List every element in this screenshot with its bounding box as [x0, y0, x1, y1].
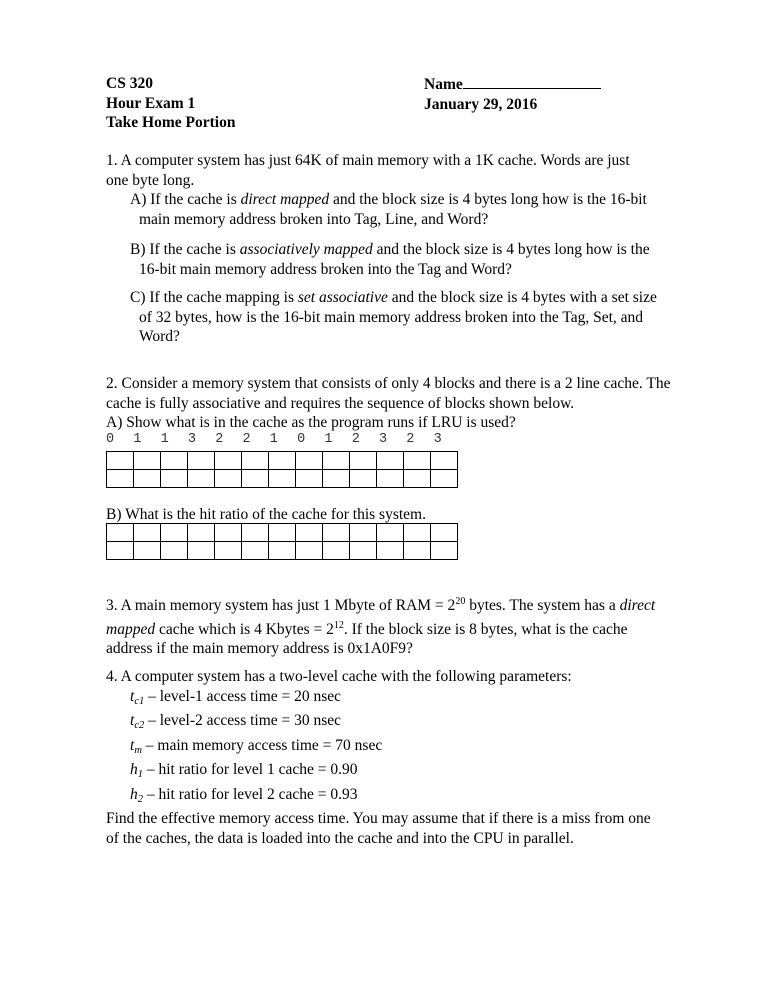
question-1-b [106, 240, 676, 279]
param-subscript: 2 [137, 793, 143, 805]
q1-intro-line2: one byte long. [106, 171, 195, 189]
question-1-c [106, 288, 676, 347]
table-cell[interactable] [215, 542, 242, 560]
table-cell[interactable] [134, 452, 161, 470]
header-right [424, 74, 601, 114]
question-3 [106, 592, 676, 659]
q3-line1 [106, 592, 676, 616]
param-text: – hit ratio for level 2 cache = 0.93 [143, 785, 358, 803]
table-cell[interactable] [323, 452, 350, 470]
table-cell[interactable] [134, 524, 161, 542]
table-cell[interactable] [134, 470, 161, 488]
param-text: – main memory access time = 70 nsec [141, 736, 383, 754]
table-cell[interactable] [134, 542, 161, 560]
table-cell[interactable] [377, 542, 404, 560]
table-cell[interactable] [242, 452, 269, 470]
block-sequence [106, 432, 466, 448]
q3-text-3: . If the block size is 8 bytes, what is the cache [343, 620, 628, 638]
sequence-value: 3 [433, 432, 442, 447]
q1-part-b [106, 240, 676, 260]
q4-parameters [106, 687, 676, 810]
param-symbol: t [130, 736, 135, 754]
table-cell[interactable] [215, 524, 242, 542]
q1-part-c [106, 288, 676, 308]
table-cell[interactable] [404, 452, 431, 470]
table-cell[interactable] [431, 524, 458, 542]
param-subscript: 1 [137, 769, 143, 780]
name-blank [463, 74, 601, 89]
parameter-line [106, 736, 676, 761]
q3-text-cont: bytes. The system has a [465, 597, 620, 614]
table-cell[interactable] [350, 524, 377, 542]
table-cell[interactable] [404, 524, 431, 542]
table-cell[interactable] [377, 524, 404, 542]
table-row [107, 524, 458, 542]
parameter-line [106, 687, 676, 712]
param-text: – hit ratio for level 1 cache = 0.90 [143, 761, 358, 778]
table-cell[interactable] [107, 470, 134, 488]
q3-exponent-1: 20 [455, 596, 466, 607]
table-cell[interactable] [107, 452, 134, 470]
table-cell[interactable] [215, 470, 242, 488]
table-cell[interactable] [323, 470, 350, 488]
sequence-value: 1 [324, 432, 333, 447]
q3-text-2: cache which is 4 Kbytes = 2 [155, 620, 334, 638]
parameter-line [106, 760, 676, 785]
param-text: – level-1 access time = 20 nsec [144, 687, 342, 705]
table-cell[interactable] [350, 470, 377, 488]
param-symbol: h [130, 761, 138, 778]
param-subscript: c2 [134, 720, 145, 731]
q1c-text: C) If the cache mapping is [130, 289, 298, 306]
table-cell[interactable] [269, 470, 296, 488]
table-cell[interactable] [242, 470, 269, 488]
param-text: – level-2 access time = 30 nsec [144, 712, 342, 729]
sequence-value: 1 [133, 432, 142, 447]
table-cell[interactable] [431, 470, 458, 488]
sequence-value: 2 [242, 432, 251, 447]
sequence-value: 2 [406, 432, 415, 447]
name-line [424, 74, 601, 95]
parameter-line [106, 711, 676, 736]
q4-intro: 4. A computer system has a two-level cache with the following parameters: [106, 668, 572, 685]
lru-cache-table [106, 451, 458, 488]
question-4 [106, 667, 676, 848]
table-cell[interactable] [296, 524, 323, 542]
param-subscript: m [134, 744, 142, 756]
parameter-line [106, 785, 676, 810]
question-2 [106, 374, 676, 433]
table-cell[interactable] [161, 452, 188, 470]
table-cell[interactable] [269, 452, 296, 470]
table-cell[interactable] [242, 542, 269, 560]
table-cell[interactable] [188, 542, 215, 560]
table-cell[interactable] [269, 524, 296, 542]
sequence-value: 0 [297, 432, 306, 447]
sequence-value: 1 [269, 432, 278, 447]
table-row [107, 542, 458, 560]
table-cell[interactable] [107, 542, 134, 560]
param-subscript: c1 [134, 695, 145, 707]
table-row [107, 452, 458, 470]
q4-outro-line1: Find the effective memory access time. You may assume that if there is a miss from one [106, 810, 651, 827]
q3-line2 [106, 616, 676, 640]
q1-intro-line1: 1. A computer system has just 64K of main memory with a 1K cache. Words are just [106, 152, 630, 169]
param-symbol: t [130, 712, 135, 729]
table-cell[interactable] [431, 452, 458, 470]
table-cell[interactable] [296, 470, 323, 488]
table-cell[interactable] [377, 452, 404, 470]
course-code: CS 320 [106, 75, 153, 92]
table-cell[interactable] [269, 542, 296, 560]
q1-part-a-line2: main memory address broken into Tag, Line, and Word? [139, 210, 489, 228]
sequence-value: 3 [379, 432, 388, 447]
table-cell[interactable] [404, 542, 431, 560]
table-cell[interactable] [242, 524, 269, 542]
table-cell[interactable] [323, 524, 350, 542]
q1-part-c-line2: of 32 bytes, how is the 16-bit main memory address broken into the Tag, Set, and [139, 308, 644, 326]
table-cell[interactable] [188, 452, 215, 470]
q1b-text: B) If the cache is [130, 241, 240, 258]
q1a-text: A) If the cache is [130, 191, 241, 208]
table-cell[interactable] [296, 542, 323, 560]
header-left [106, 74, 235, 133]
q1c-emphasis: set associative [297, 289, 388, 306]
sequence-value: 3 [187, 432, 196, 447]
q2-intro-line1: 2. Consider a memory system that consists of only 4 blocks and there is a 2 line cache. The [106, 375, 671, 392]
q1-part-a [106, 190, 676, 210]
table-cell[interactable] [188, 470, 215, 488]
table-cell[interactable] [161, 470, 188, 488]
q2-part-a: A) Show what is in the cache as the program runs if LRU is used? [106, 414, 516, 431]
sequence-value: 2 [215, 432, 224, 447]
table-cell[interactable] [431, 542, 458, 560]
question-1 [106, 151, 676, 229]
exam-date: January 29, 2016 [424, 95, 538, 113]
sequence-value: 1 [160, 432, 169, 447]
name-label: Name [424, 76, 463, 93]
table-cell[interactable] [188, 524, 215, 542]
q1a-emphasis: direct mapped [240, 191, 330, 208]
q3-emphasis: direct [619, 597, 656, 614]
param-symbol: h [130, 785, 138, 803]
table-cell[interactable] [161, 542, 188, 560]
sequence-value: 0 [106, 432, 115, 447]
q1-part-c-line3: Word? [139, 328, 180, 345]
q3-line3: address if the main memory address is 0x1A0F9? [106, 640, 413, 657]
q1b-emphasis: associatively mapped [239, 241, 373, 258]
q1b-text-cont: and the block size is 4 bytes long how is the [372, 241, 650, 258]
table-cell[interactable] [107, 524, 134, 542]
q1c-text-cont: and the block size is 4 bytes with a set size [387, 289, 657, 306]
q1-part-b-line2: 16-bit main memory address broken into the Tag and Word? [139, 260, 512, 278]
table-cell[interactable] [215, 452, 242, 470]
table-cell[interactable] [350, 542, 377, 560]
q2-intro-line2: cache is fully associative and requires the sequence of blocks shown below. [106, 394, 575, 412]
table-cell[interactable] [377, 470, 404, 488]
table-cell[interactable] [323, 542, 350, 560]
sequence-value: 2 [351, 432, 360, 447]
table-cell[interactable] [296, 452, 323, 470]
q2-part-b: B) What is the hit ratio of the cache for this system. [106, 506, 426, 523]
exam-title: Hour Exam 1 [106, 94, 196, 112]
param-symbol: t [130, 687, 135, 705]
q3-text: 3. A main memory system has just 1 Mbyte of RAM = 2 [106, 597, 456, 614]
exam-portion: Take Home Portion [106, 114, 236, 131]
q4-outro-line2: of the caches, the data is loaded into the cache and into the CPU in parallel. [106, 829, 574, 847]
table-row [107, 470, 458, 488]
table-cell[interactable] [161, 524, 188, 542]
table-cell[interactable] [350, 452, 377, 470]
hit-ratio-table [106, 523, 458, 560]
q3-exponent-2: 12 [333, 619, 344, 631]
table-cell[interactable] [404, 470, 431, 488]
q3-emphasis-2: mapped [106, 620, 156, 638]
q1a-text-cont: and the block size is 4 bytes long how is the 16-bit [329, 191, 647, 208]
